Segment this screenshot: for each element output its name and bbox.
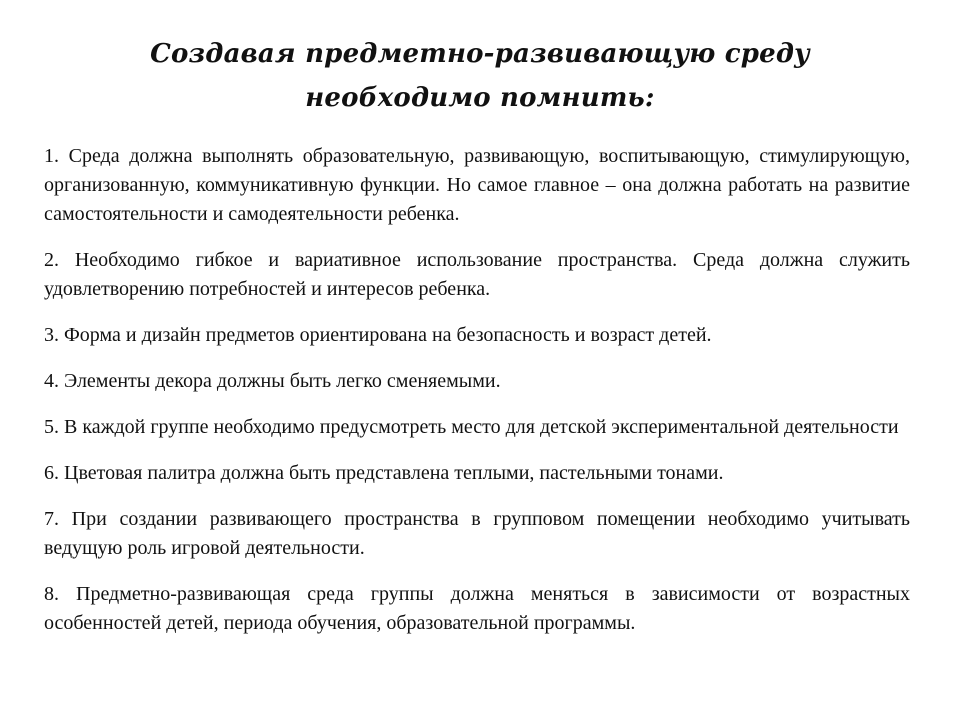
list-item-5: 5. В каждой группе необходимо предусмотреть место для детской экспериментальной деятельности: [44, 416, 899, 438]
list-item-6: 6. Цветовая палитра должна быть представлена теплыми, пастельными тонами.: [44, 462, 724, 484]
slide-title-line-2: необходимо помнить:: [305, 83, 655, 113]
slide-title: [0, 32, 960, 120]
list-item-8: 8. Предметно-развивающая среда группы должна меняться в зависимости от возрастных особенностей детей, периода обучения, образовательной программы.: [44, 583, 910, 634]
list-item-3: 3. Форма и дизайн предметов ориентирована на безопасность и возраст детей.: [44, 324, 712, 346]
list-item-2: 2. Необходимо гибкое и вариативное использование пространства. Среда должна служить удовлетворению потребностей и интересов ребенка.: [44, 249, 910, 300]
slide-title-line-1: Создавая предметно-развивающую среду: [150, 39, 810, 69]
list-item-7: 7. При создании развивающего пространства в групповом помещении необходимо учитывать ведущую роль игровой деятельности.: [44, 508, 910, 559]
recommendations-list: [44, 142, 910, 655]
list-item-4: 4. Элементы декора должны быть легко сменяемыми.: [44, 370, 501, 392]
list-item-1: 1. Среда должна выполнять образовательную, развивающую, воспитывающую, стимулирующую, организованную, коммуникативную функции. Но самое главное – она должна работать на развитие самостоятельности и самодеятельности ребенка.: [44, 145, 910, 225]
